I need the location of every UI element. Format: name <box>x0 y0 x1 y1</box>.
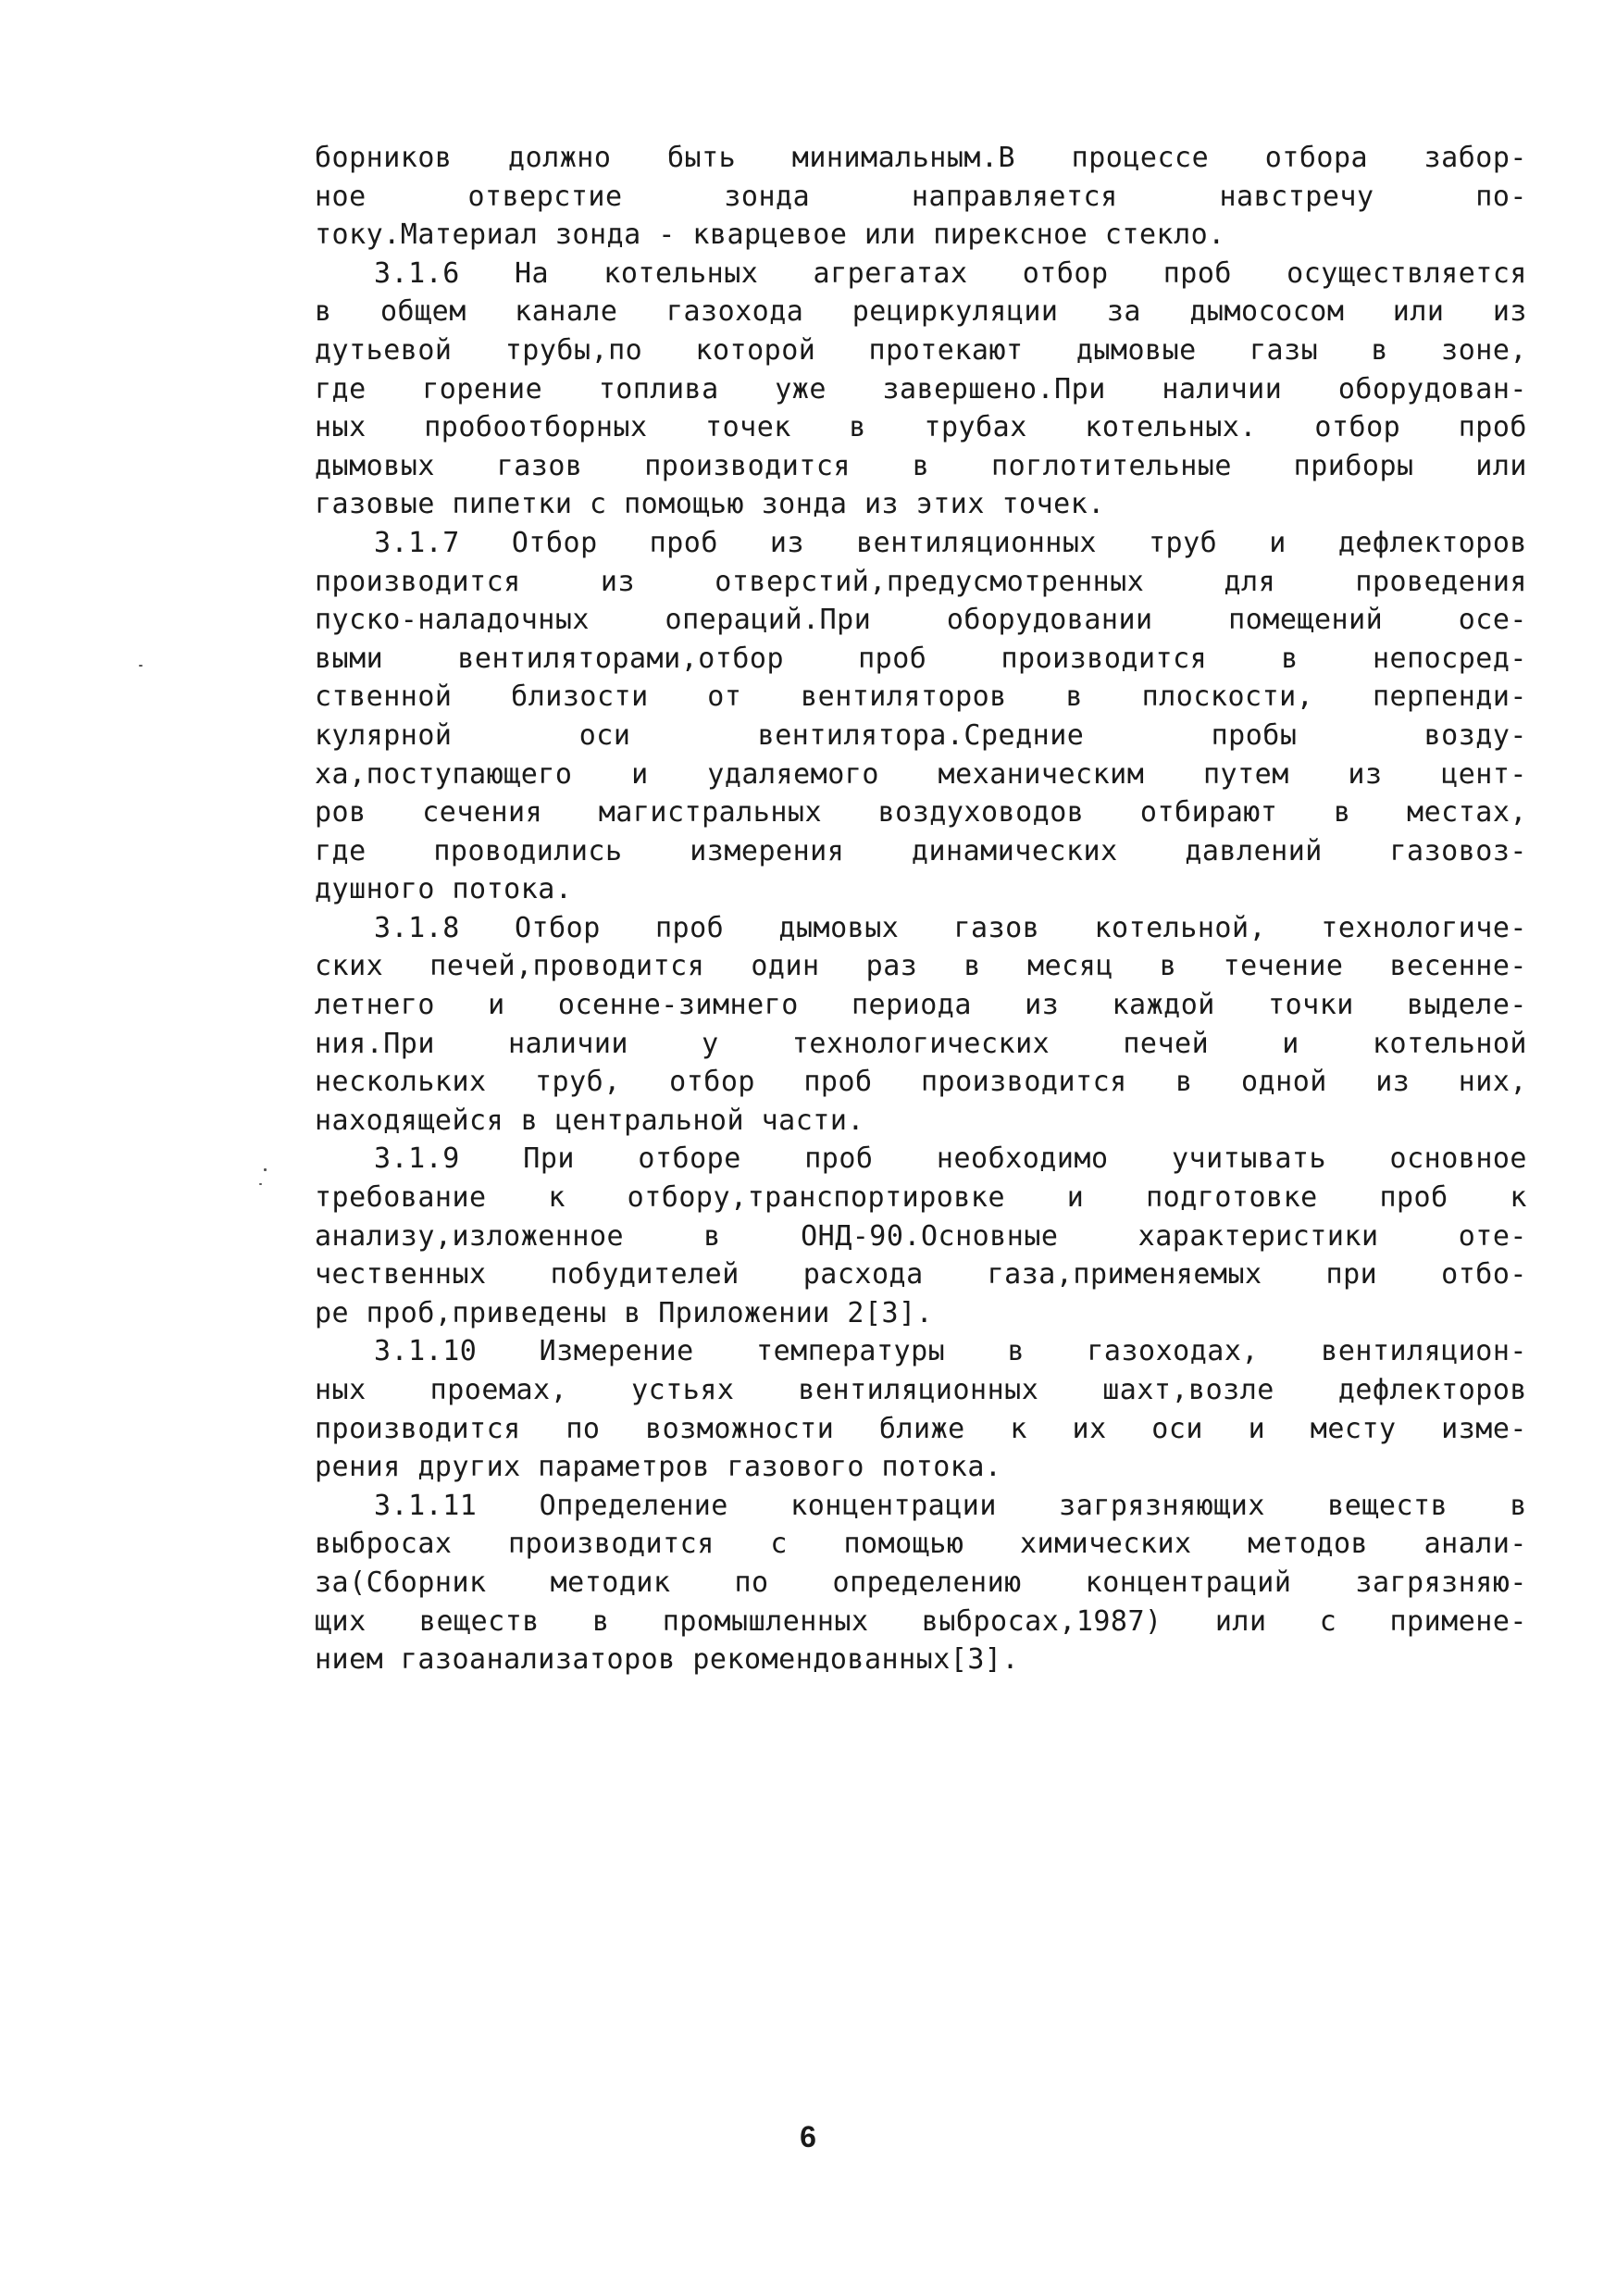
body-text <box>315 139 1527 1679</box>
text-line: ров сечения магистральных воздуховодов отбирают в местах, <box>315 796 1527 830</box>
text-line: ных пробоотборных точек в трубах котельных. отбор проб <box>315 411 1527 444</box>
paragraph-3-1-9-start: 3.1.9 При отборе проб необходимо учитывать основное <box>374 1142 1527 1176</box>
paragraph-3-1-7-start: 3.1.7 Отбор проб из вентиляционных труб и дефлекторов <box>374 526 1527 559</box>
text-line: ственной близости от вентиляторов в плоскости, перпенди- <box>315 680 1527 714</box>
text-line: душного потока. <box>315 873 573 906</box>
text-line: в общем канале газохода рециркуляции за дымососом или из <box>315 295 1527 329</box>
text-line: производится по возможности ближе к их оси и месту изме- <box>315 1412 1527 1445</box>
text-line: нием газоанализаторов рекомендованных[3]. <box>315 1643 1020 1677</box>
text-line: щих веществ в промышленных выбросах,1987) или с примене- <box>315 1604 1527 1638</box>
paragraph-3-1-10-start: 3.1.10 Измерение температуры в газоходах, вентиляцион- <box>374 1335 1527 1368</box>
text-line: дутьевой трубы,по которой протекают дымовые газы в зоне, <box>315 333 1527 367</box>
scan-speck <box>259 1183 262 1185</box>
text-line: за(Сборник методик по определению концентраций загрязняю- <box>315 1566 1527 1599</box>
text-line: нескольких труб, отбор проб производится в одной из них, <box>315 1066 1527 1099</box>
paragraph-3-1-6-start: 3.1.6 На котельных агрегатах отбор проб осуществляется <box>374 256 1527 290</box>
text-line: ха,поступающего и удаляемого механическим путем из цент- <box>315 757 1527 791</box>
text-line: ских печей,проводится один раз в месяц в течение весенне- <box>315 950 1527 983</box>
text-line: ре проб,приведены в Приложении 2[3]. <box>315 1296 934 1329</box>
text-line: чественных побудителей расхода газа,применяемых при отбо- <box>315 1258 1527 1292</box>
text-line: анализу,изложенное в ОНД-90.Основные характеристики оте- <box>315 1219 1527 1253</box>
scan-speck <box>264 1168 267 1171</box>
text-line: дымовых газов производится в поглотительные приборы или <box>315 449 1527 482</box>
text-line: летнего и осенне-зимнего периода из каждой точки выделе- <box>315 989 1527 1022</box>
text-line: требование к отбору,транспортировке и подготовке проб к <box>315 1181 1527 1215</box>
text-line: току.Материал зонда - кварцевое или пирексное стекло. <box>315 218 1225 252</box>
text-line: газовые пипетки с помощью зонда из этих точек. <box>315 488 1105 521</box>
page-number: 6 <box>800 2120 816 2153</box>
paragraph-3-1-8-start: 3.1.8 Отбор проб дымовых газов котельной, технологиче- <box>374 911 1527 944</box>
paragraph-3-1-11-start: 3.1.11 Определение концентрации загрязняющих веществ в <box>374 1489 1527 1522</box>
text-line: рения других параметров газового потока. <box>315 1451 1002 1484</box>
text-line: производится из отверстий,предусмотренных для проведения <box>315 565 1527 598</box>
text-line: пуско-наладочных операций.При оборудовании помещений осе- <box>315 604 1527 637</box>
text-line: выбросах производится с помощью химических методов анали- <box>315 1528 1527 1561</box>
text-line: выми вентиляторами,отбор проб производится в непосред- <box>315 642 1527 675</box>
text-line: ное отверстие зонда направляется навстречу по- <box>315 180 1527 213</box>
text-line: где горение топлива уже завершено.При наличии оборудован- <box>315 372 1527 406</box>
text-line: борников должно быть минимальным.В процессе отбора забор- <box>315 142 1527 174</box>
text-line: кулярной оси вентилятора.Средние пробы возду- <box>315 718 1527 752</box>
text-line: ных проемах, устьях вентиляционных шахт,возле дефлекторов <box>315 1374 1527 1406</box>
text-line: где проводились измерения динамических давлений газовоз- <box>315 834 1527 867</box>
scan-speck <box>139 665 143 667</box>
text-line: находящейся в центральной части. <box>315 1104 864 1137</box>
text-line: ния.При наличии у технологических печей и котельной <box>315 1027 1527 1060</box>
